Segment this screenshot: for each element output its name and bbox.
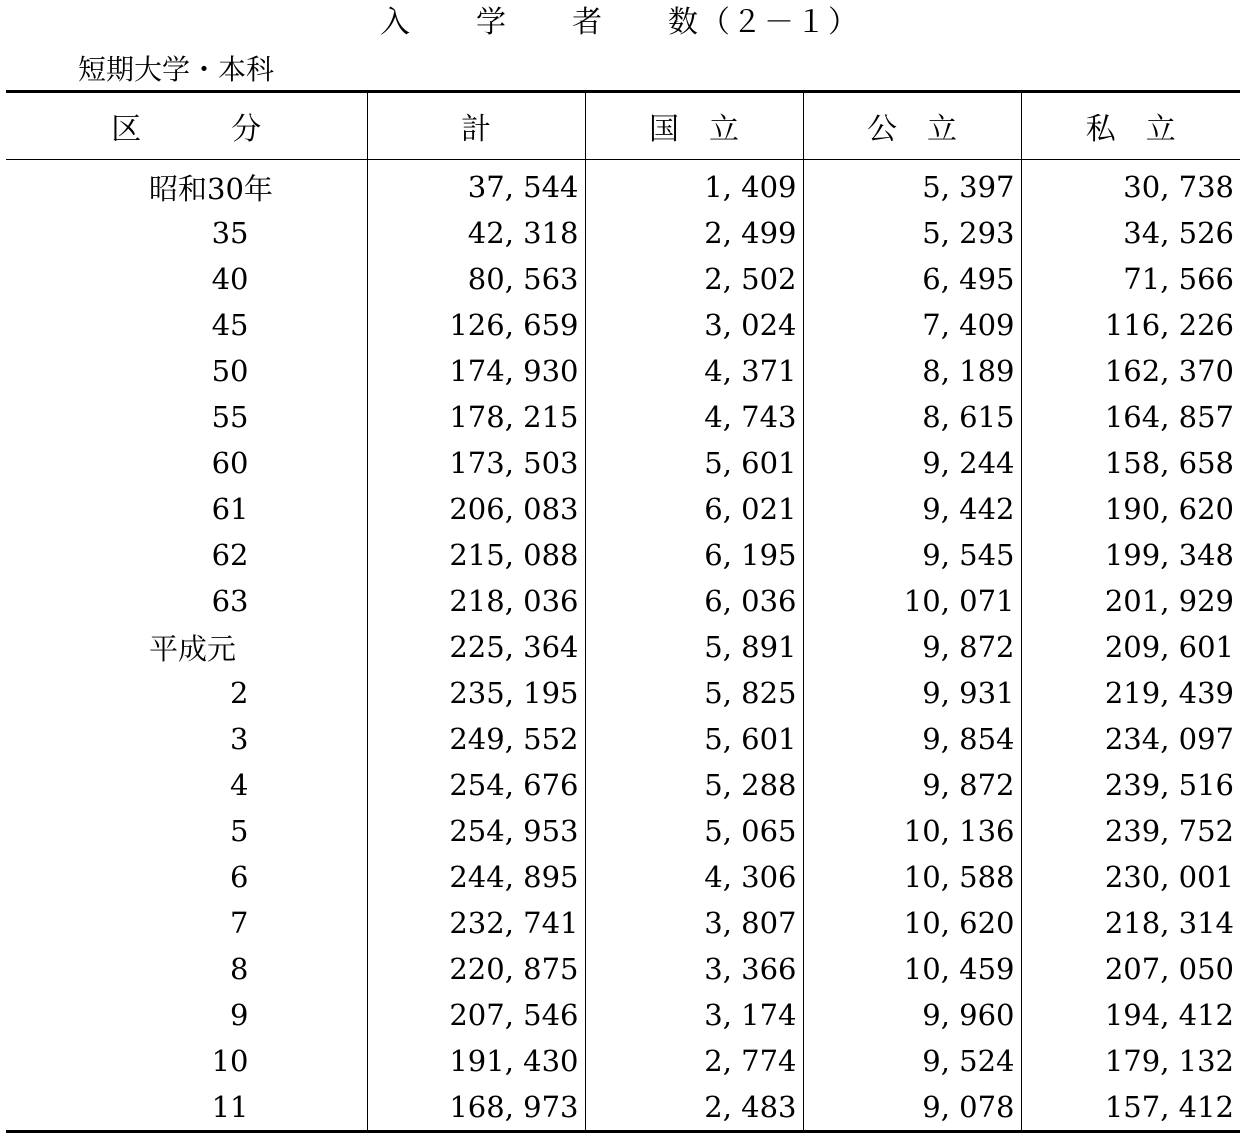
total-cell: 191, 430 bbox=[367, 1038, 585, 1084]
year-label: 7 bbox=[230, 906, 249, 940]
total-cell: 215, 088 bbox=[367, 532, 585, 578]
public-cell: 9, 854 bbox=[803, 716, 1021, 762]
private-cell: 218, 314 bbox=[1021, 900, 1240, 946]
table-body bbox=[6, 160, 1240, 1132]
public-cell: 9, 524 bbox=[803, 1038, 1021, 1084]
total-cell: 168, 973 bbox=[367, 1084, 585, 1132]
row-label-cell bbox=[6, 946, 367, 992]
public-cell: 8, 615 bbox=[803, 394, 1021, 440]
public-cell: 10, 459 bbox=[803, 946, 1021, 992]
national-cell: 5, 065 bbox=[585, 808, 803, 854]
national-cell: 5, 891 bbox=[585, 624, 803, 670]
table-subtitle: 短期大学・本科 bbox=[78, 53, 275, 86]
public-cell: 5, 293 bbox=[803, 210, 1021, 256]
national-cell: 2, 774 bbox=[585, 1038, 803, 1084]
row-label-cell bbox=[6, 1038, 367, 1084]
public-cell: 9, 545 bbox=[803, 532, 1021, 578]
year-label: 9 bbox=[230, 998, 249, 1032]
row-label-cell bbox=[6, 1084, 367, 1132]
table-row bbox=[6, 1084, 1240, 1132]
public-cell: 9, 872 bbox=[803, 762, 1021, 808]
table-row bbox=[6, 302, 1240, 348]
column-header-category: 区 分 bbox=[6, 92, 367, 160]
table-row bbox=[6, 762, 1240, 808]
year-label: 昭和30年 bbox=[149, 171, 273, 206]
public-cell: 6, 495 bbox=[803, 256, 1021, 302]
private-cell: 199, 348 bbox=[1021, 532, 1240, 578]
column-header-total: 計 bbox=[367, 92, 585, 160]
national-cell: 2, 483 bbox=[585, 1084, 803, 1132]
row-label-cell bbox=[6, 578, 367, 624]
total-cell: 244, 895 bbox=[367, 854, 585, 900]
national-cell: 5, 825 bbox=[585, 670, 803, 716]
row-label-cell bbox=[6, 992, 367, 1038]
year-label: 62 bbox=[211, 538, 249, 572]
total-cell: 37, 544 bbox=[367, 160, 585, 211]
total-cell: 232, 741 bbox=[367, 900, 585, 946]
table-row bbox=[6, 160, 1240, 211]
table-row bbox=[6, 1038, 1240, 1084]
year-label: 8 bbox=[230, 952, 249, 986]
row-label-cell bbox=[6, 210, 367, 256]
national-cell: 6, 021 bbox=[585, 486, 803, 532]
national-cell: 3, 024 bbox=[585, 302, 803, 348]
table-row bbox=[6, 348, 1240, 394]
total-cell: 42, 318 bbox=[367, 210, 585, 256]
row-label-cell bbox=[6, 486, 367, 532]
private-cell: 116, 226 bbox=[1021, 302, 1240, 348]
national-cell: 2, 499 bbox=[585, 210, 803, 256]
table-row bbox=[6, 486, 1240, 532]
table-row bbox=[6, 854, 1240, 900]
private-cell: 179, 132 bbox=[1021, 1038, 1240, 1084]
year-label: 55 bbox=[211, 400, 249, 434]
row-label-cell bbox=[6, 716, 367, 762]
public-cell: 9, 931 bbox=[803, 670, 1021, 716]
total-cell: 235, 195 bbox=[367, 670, 585, 716]
row-label-cell bbox=[6, 302, 367, 348]
year-label: 63 bbox=[211, 584, 249, 618]
enrollment-table bbox=[6, 90, 1240, 1133]
year-label: 3 bbox=[230, 722, 249, 756]
total-cell: 254, 676 bbox=[367, 762, 585, 808]
private-cell: 207, 050 bbox=[1021, 946, 1240, 992]
row-label-cell bbox=[6, 348, 367, 394]
total-cell: 225, 364 bbox=[367, 624, 585, 670]
year-label: 2 bbox=[230, 676, 249, 710]
table-row bbox=[6, 946, 1240, 992]
table-row bbox=[6, 624, 1240, 670]
row-label-cell bbox=[6, 256, 367, 302]
private-cell: 34, 526 bbox=[1021, 210, 1240, 256]
private-cell: 164, 857 bbox=[1021, 394, 1240, 440]
private-cell: 239, 752 bbox=[1021, 808, 1240, 854]
total-cell: 206, 083 bbox=[367, 486, 585, 532]
row-label-cell bbox=[6, 900, 367, 946]
private-cell: 239, 516 bbox=[1021, 762, 1240, 808]
year-label: 35 bbox=[211, 216, 249, 250]
public-cell: 10, 588 bbox=[803, 854, 1021, 900]
private-cell: 71, 566 bbox=[1021, 256, 1240, 302]
table-row bbox=[6, 716, 1240, 762]
public-cell: 7, 409 bbox=[803, 302, 1021, 348]
total-cell: 126, 659 bbox=[367, 302, 585, 348]
national-cell: 4, 371 bbox=[585, 348, 803, 394]
column-header-national: 国 立 bbox=[585, 92, 803, 160]
table-row bbox=[6, 394, 1240, 440]
row-label-cell bbox=[6, 394, 367, 440]
national-cell: 5, 601 bbox=[585, 440, 803, 486]
year-label: 40 bbox=[211, 262, 249, 296]
row-label-cell bbox=[6, 160, 367, 211]
public-cell: 9, 960 bbox=[803, 992, 1021, 1038]
private-cell: 162, 370 bbox=[1021, 348, 1240, 394]
public-cell: 9, 442 bbox=[803, 486, 1021, 532]
year-label: 平成元 bbox=[149, 631, 237, 666]
private-cell: 190, 620 bbox=[1021, 486, 1240, 532]
national-cell: 5, 288 bbox=[585, 762, 803, 808]
row-label-cell bbox=[6, 808, 367, 854]
public-cell: 10, 136 bbox=[803, 808, 1021, 854]
public-cell: 9, 872 bbox=[803, 624, 1021, 670]
table-row bbox=[6, 256, 1240, 302]
total-cell: 249, 552 bbox=[367, 716, 585, 762]
total-cell: 80, 563 bbox=[367, 256, 585, 302]
total-cell: 254, 953 bbox=[367, 808, 585, 854]
year-label: 5 bbox=[230, 814, 249, 848]
table-row bbox=[6, 440, 1240, 486]
table-row bbox=[6, 210, 1240, 256]
private-cell: 194, 412 bbox=[1021, 992, 1240, 1038]
row-label-cell bbox=[6, 624, 367, 670]
column-header-private: 私 立 bbox=[1021, 92, 1240, 160]
page-title: 入 学 者 数（２－１） bbox=[380, 5, 860, 40]
table-row bbox=[6, 532, 1240, 578]
national-cell: 2, 502 bbox=[585, 256, 803, 302]
column-header-public: 公 立 bbox=[803, 92, 1021, 160]
public-cell: 9, 244 bbox=[803, 440, 1021, 486]
national-cell: 3, 366 bbox=[585, 946, 803, 992]
row-label-cell bbox=[6, 670, 367, 716]
total-cell: 178, 215 bbox=[367, 394, 585, 440]
public-cell: 9, 078 bbox=[803, 1084, 1021, 1132]
national-cell: 3, 807 bbox=[585, 900, 803, 946]
row-label-cell bbox=[6, 762, 367, 808]
public-cell: 5, 397 bbox=[803, 160, 1021, 211]
national-cell: 4, 306 bbox=[585, 854, 803, 900]
table-row bbox=[6, 900, 1240, 946]
table-row bbox=[6, 808, 1240, 854]
private-cell: 230, 001 bbox=[1021, 854, 1240, 900]
total-cell: 207, 546 bbox=[367, 992, 585, 1038]
table-row bbox=[6, 670, 1240, 716]
row-label-cell bbox=[6, 854, 367, 900]
national-cell: 5, 601 bbox=[585, 716, 803, 762]
public-cell: 10, 071 bbox=[803, 578, 1021, 624]
table-row bbox=[6, 992, 1240, 1038]
row-label-cell bbox=[6, 532, 367, 578]
total-cell: 220, 875 bbox=[367, 946, 585, 992]
private-cell: 234, 097 bbox=[1021, 716, 1240, 762]
public-cell: 10, 620 bbox=[803, 900, 1021, 946]
national-cell: 1, 409 bbox=[585, 160, 803, 211]
year-label: 45 bbox=[211, 308, 249, 342]
year-label: 61 bbox=[211, 492, 249, 526]
private-cell: 209, 601 bbox=[1021, 624, 1240, 670]
private-cell: 158, 658 bbox=[1021, 440, 1240, 486]
private-cell: 30, 738 bbox=[1021, 160, 1240, 211]
year-label: 50 bbox=[211, 354, 249, 388]
year-label: 6 bbox=[230, 860, 249, 894]
national-cell: 3, 174 bbox=[585, 992, 803, 1038]
national-cell: 6, 195 bbox=[585, 532, 803, 578]
total-cell: 173, 503 bbox=[367, 440, 585, 486]
private-cell: 219, 439 bbox=[1021, 670, 1240, 716]
year-label: 11 bbox=[211, 1090, 249, 1124]
total-cell: 174, 930 bbox=[367, 348, 585, 394]
header-row bbox=[6, 92, 1240, 160]
year-label: 10 bbox=[211, 1044, 249, 1078]
year-label: 60 bbox=[211, 446, 249, 480]
total-cell: 218, 036 bbox=[367, 578, 585, 624]
year-label: 4 bbox=[230, 768, 249, 802]
national-cell: 6, 036 bbox=[585, 578, 803, 624]
table-row bbox=[6, 578, 1240, 624]
national-cell: 4, 743 bbox=[585, 394, 803, 440]
public-cell: 8, 189 bbox=[803, 348, 1021, 394]
private-cell: 201, 929 bbox=[1021, 578, 1240, 624]
row-label-cell bbox=[6, 440, 367, 486]
private-cell: 157, 412 bbox=[1021, 1084, 1240, 1132]
